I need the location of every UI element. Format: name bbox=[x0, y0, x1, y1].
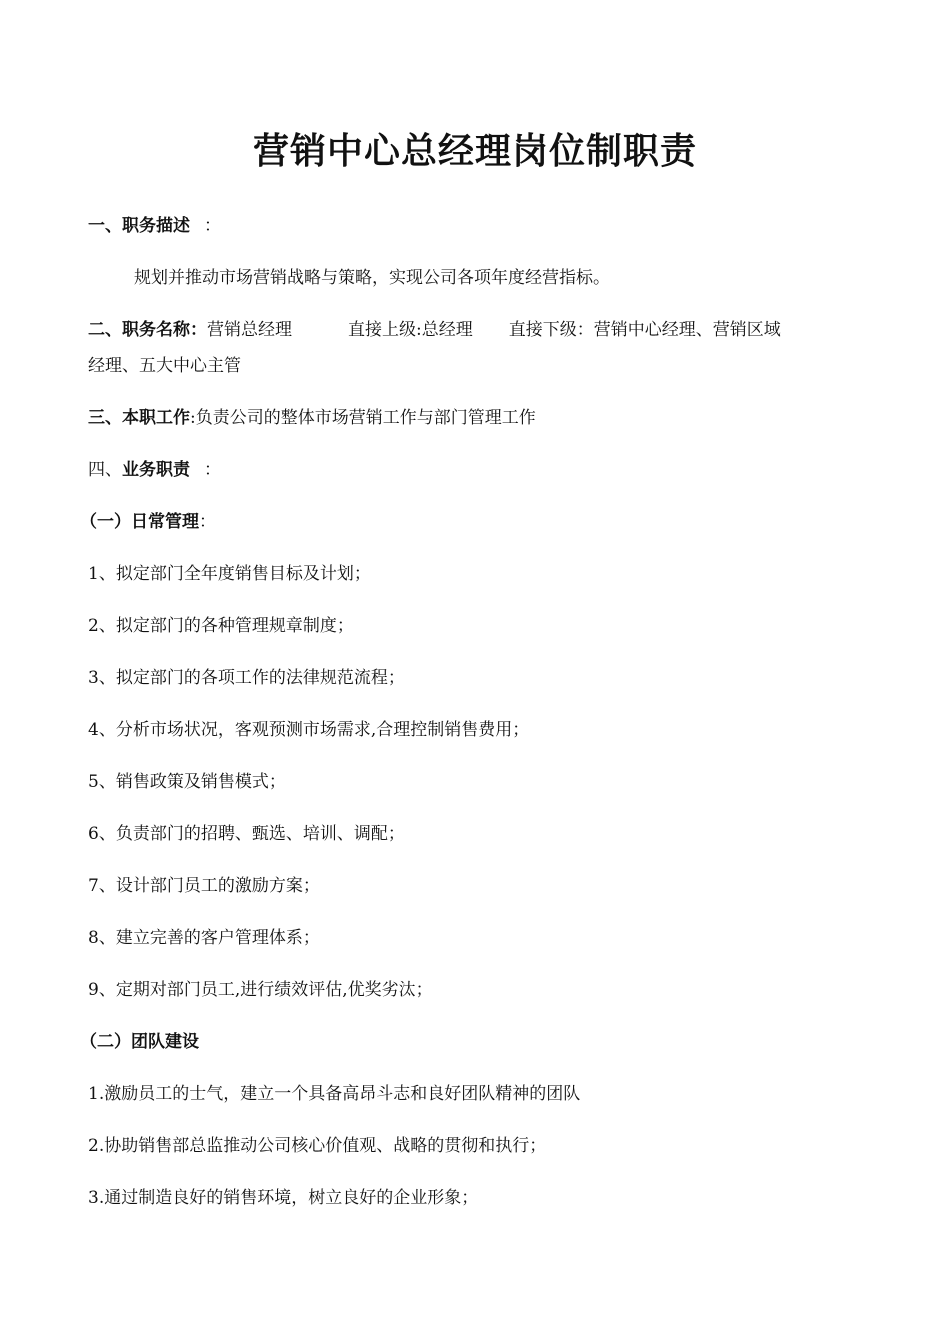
section-2-line bbox=[88, 317, 781, 343]
section-4-colon: ： bbox=[204, 460, 221, 480]
section-3-heading: 三、本职工作 bbox=[88, 408, 190, 428]
list-item: 6、负责部门的招聘、甄选、培训、调配； bbox=[88, 824, 405, 844]
subsection-1-heading-line bbox=[80, 509, 216, 535]
list-item: 1、拟定部门全年度销售目标及计划； bbox=[88, 564, 371, 584]
section-1-heading-line bbox=[88, 213, 221, 239]
list-item: 3.通过制造良好的销售环境，树立良好的企业形象； bbox=[88, 1188, 479, 1208]
section-1-body: 规划并推动市场营销战略与策略，实现公司各项年度经营指标。 bbox=[134, 268, 610, 288]
section-4-heading: 业务职责 bbox=[122, 460, 190, 480]
list-item: 1.激励员工的士气，建立一个具备高昂斗志和良好团队精神的团队 bbox=[88, 1084, 581, 1104]
direct-superior: 直接上级:总经理 bbox=[348, 320, 473, 340]
list-item: 3、拟定部门的各项工作的法律规范流程； bbox=[88, 668, 405, 688]
direct-subordinate: 直接下级：营销中心经理、营销区域 bbox=[508, 320, 781, 340]
list-item: 5、销售政策及销售模式； bbox=[88, 772, 286, 792]
list-item: 8、建立完善的客户管理体系； bbox=[88, 928, 320, 948]
list-item: 2、拟定部门的各种管理规章制度； bbox=[88, 616, 354, 636]
section-3-line bbox=[88, 405, 536, 431]
subsection-1-heading: （一）日常管理 bbox=[80, 512, 199, 532]
section-1-heading: 一、职务描述 bbox=[88, 216, 190, 236]
job-name: 营销总经理 bbox=[207, 320, 292, 340]
section-4-prefix: 四、 bbox=[88, 460, 122, 480]
section-3-body: :负责公司的整体市场营销工作与部门管理工作 bbox=[190, 408, 536, 428]
list-item: 4、分析市场状况，客观预测市场需求,合理控制销售费用； bbox=[88, 720, 530, 740]
subsection-2-heading: （二）团队建设 bbox=[80, 1032, 199, 1052]
list-item: 7、设计部门员工的激励方案； bbox=[88, 876, 320, 896]
list-item: 9、定期对部门员工,进行绩效评估,优奖劣汰； bbox=[88, 980, 433, 1000]
page-title: 营销中心总经理岗位制职责 bbox=[252, 131, 697, 172]
section-1-colon: ： bbox=[204, 216, 221, 236]
subsection-1-colon: ： bbox=[199, 512, 216, 532]
section-4-heading-line bbox=[88, 457, 221, 483]
section-2-heading: 二、职务名称： bbox=[88, 320, 207, 340]
direct-subordinate-continued: 经理、五大中心主管 bbox=[88, 356, 241, 376]
list-item: 2.协助销售部总监推动公司核心价值观、战略的贯彻和执行； bbox=[88, 1136, 547, 1156]
